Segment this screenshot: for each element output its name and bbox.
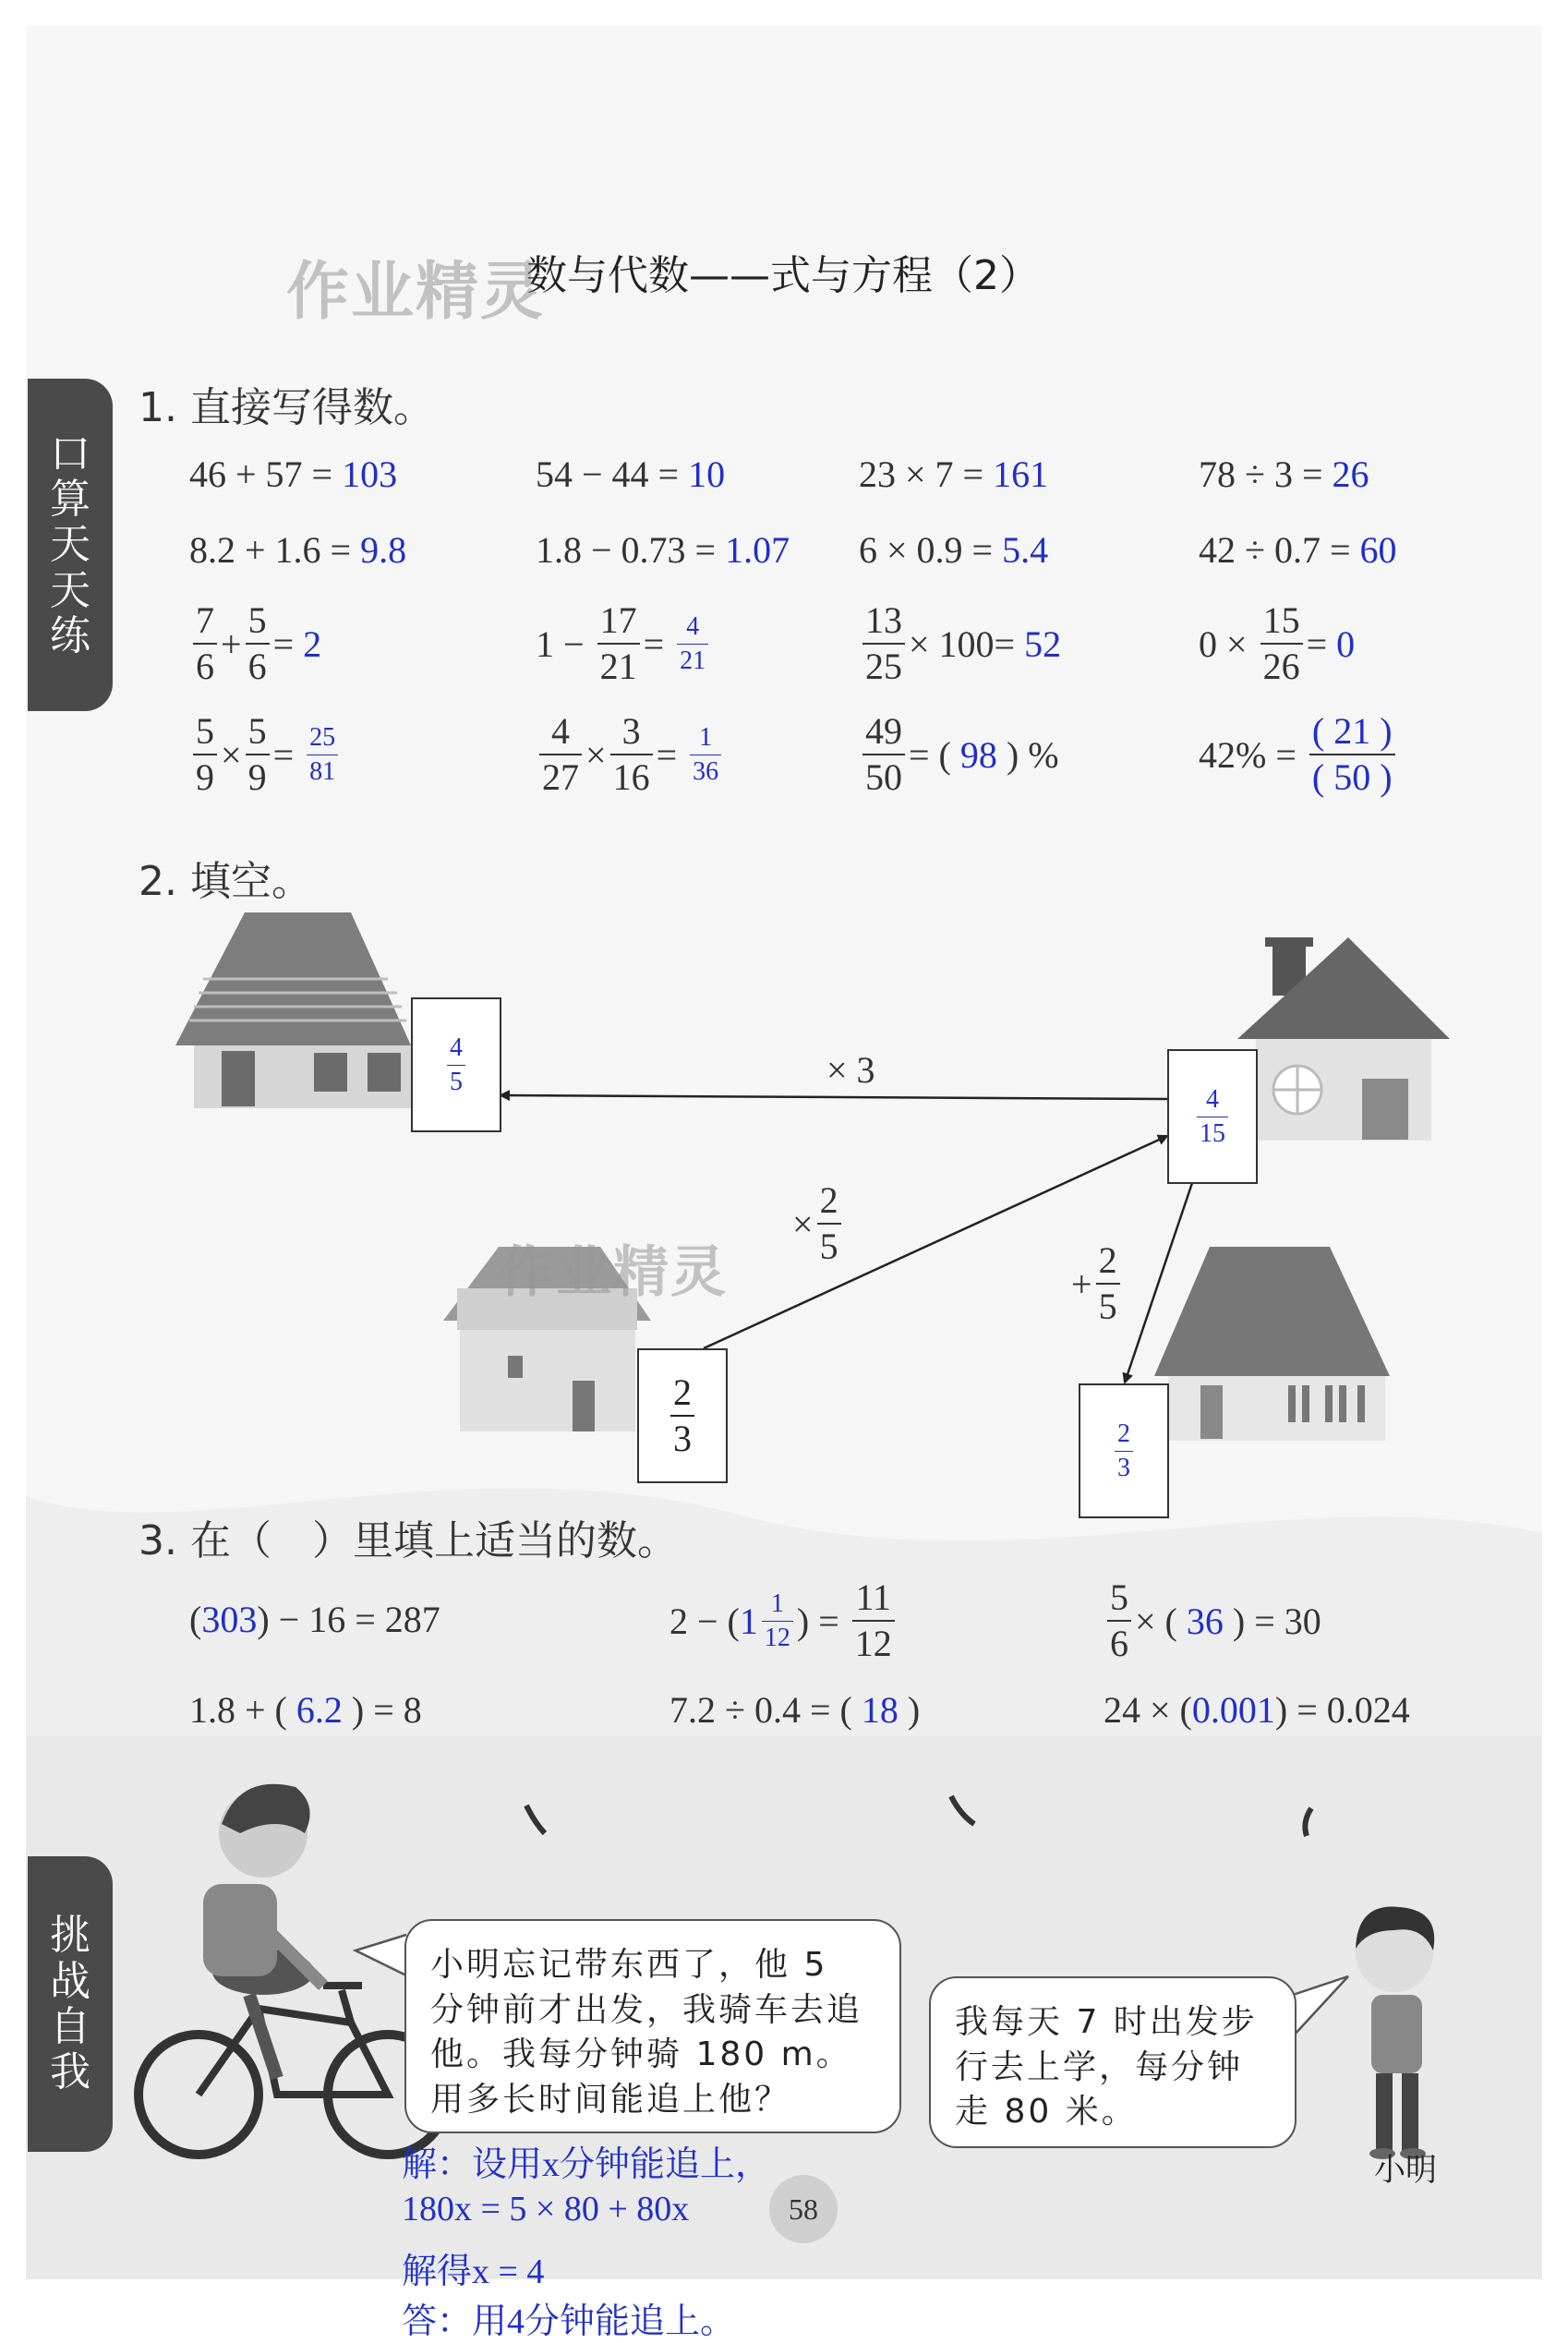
label-times-frac: × $\frac{2}{5}$	[792, 1182, 845, 1265]
answer: 36	[1186, 1600, 1224, 1642]
page-number: 58	[769, 2175, 838, 2243]
solution-line-1: 解：设用x分钟能追上，	[402, 2145, 771, 2184]
eq3-r2c2: 7.2 ÷ 0.4 = ( 18 )	[669, 1689, 921, 1731]
watermark: 作业精灵	[286, 256, 546, 329]
eq-r3c3: $\frac{13}{25}$ × 100= 52	[859, 602, 1061, 685]
eq-r2c3: 6 × 0.9 = 5.4	[859, 529, 1049, 571]
eq3-r2c3: 24 × ( 0.001 ) = 0.024	[1104, 1689, 1410, 1731]
eq-r4c2: $\frac{4}{27}$ × $\frac{3}{16}$ = $\frac{1}{36}$	[536, 713, 725, 796]
solution-line-4: 答：用4分钟能追上。	[402, 2302, 736, 2341]
answer: 1.07	[725, 529, 790, 571]
eq-r1c4: 78 ÷ 3 = 26	[1199, 453, 1369, 495]
label-plus-frac: + $\frac{2}{5}$	[1071, 1242, 1124, 1325]
speech-bubble-left: 小明忘记带东西了，他 5 分钟前才出发，我骑车去追他。我每分钟骑 180 m。用多长时间能追上他？	[404, 1919, 901, 2133]
eq3-r1c2: 2 − ( 1 $\frac{1}{12}$ ) = $\frac{11}{12}$	[669, 1579, 899, 1662]
tab1-char: 练	[50, 611, 90, 659]
tab2-char: 自	[50, 2003, 90, 2050]
answer: $\frac{4}{15}$	[1197, 1087, 1228, 1147]
eq-r3c4: 0 × $\frac{15}{26}$ = 0	[1199, 599, 1356, 687]
answer: 103	[342, 453, 398, 495]
answer: $\frac{( 21 )}{( 50 )}$	[1309, 713, 1395, 796]
tab2-char: 我	[50, 2048, 90, 2096]
label-times3: × 3	[826, 1049, 875, 1091]
eq-r3c2: 1 − $\frac{17}{21}$ = $\frac{4}{21}$	[536, 602, 712, 685]
tab2-char: 挑	[50, 1912, 90, 1960]
solution-line-3: 解得x = 4	[402, 2252, 545, 2291]
tab2-char: 战	[50, 1957, 90, 2005]
answer: $\frac{2}{3}$	[1115, 1421, 1133, 1481]
answer: 2	[303, 622, 322, 665]
section1-heading: 1. 直接写得数。	[139, 384, 434, 431]
answer: 303	[201, 1599, 258, 1640]
character-name-label: 小明	[1374, 2152, 1437, 2189]
page-title: 数与代数——式与方程（2）	[526, 252, 1040, 299]
answer: 52	[1024, 622, 1062, 665]
eq-r2c2: 1.8 − 0.73 = 1.07	[536, 529, 790, 571]
tab1-char: 口	[50, 429, 90, 477]
answer: $\frac{25}{81}$	[307, 725, 338, 785]
eq-r1c3: 23 × 7 = 161	[859, 453, 1049, 495]
answer: 0	[1336, 622, 1356, 665]
box-bottom-mid: $\frac{2}{3}$	[637, 1348, 728, 1483]
watermark-mid: 作业精灵	[499, 1240, 728, 1305]
speech-bubble-right: 我每天 7 时出发步行去上学，每分钟走 80 米。	[929, 1976, 1297, 2148]
eq-r2c4: 42 ÷ 0.7 = 60	[1199, 529, 1397, 571]
answer: 26	[1332, 453, 1369, 495]
eq-r2c1: 8.2 + 1.6 = 9.8	[189, 529, 407, 571]
tab1-char: 天	[50, 566, 90, 614]
answer: $\frac{1}{36}$	[690, 725, 721, 785]
eq-r1c2: 54 − 44 = 10	[536, 453, 726, 495]
answer: 98	[959, 733, 997, 776]
answer: 161	[993, 453, 1049, 495]
eq3-r1c1: ( 303 ) − 16 = 287	[189, 1599, 440, 1640]
eq3-r2c1: 1.8 + ( 6.2 ) = 8	[189, 1689, 422, 1731]
tab1-char: 算	[50, 476, 90, 524]
answer: 9.8	[360, 529, 407, 571]
answer: $\frac{4}{5}$	[447, 1035, 465, 1095]
section2-heading: 2. 填空。	[139, 858, 312, 905]
tab1-char: 天	[50, 521, 90, 569]
section3-heading: 3. 在（ ）里填上适当的数。	[139, 1517, 678, 1564]
answer: 5.4	[1002, 529, 1049, 571]
eq-r3c1: $\frac{7}{6}$ + $\frac{5}{6}$ = 2	[189, 602, 321, 685]
answer: 18	[861, 1689, 899, 1731]
answer: $\frac{4}{21}$	[677, 614, 708, 674]
eq-r4c3: $\frac{49}{50}$ = ( 98 ) %	[859, 713, 1059, 796]
answer: 60	[1359, 529, 1397, 571]
solution-line-2: 180x = 5 × 80 + 80x	[402, 2190, 690, 2228]
eq-r4c1: $\frac{5}{9}$ × $\frac{5}{9}$ = $\frac{25}{81}$	[189, 713, 342, 796]
answer: 6.2	[296, 1689, 343, 1731]
answer: 0.001	[1191, 1689, 1275, 1731]
answer: 10	[688, 453, 726, 495]
eq3-r1c3: $\frac{5}{6}$ × ( 36 ) = 30	[1104, 1579, 1321, 1662]
xiaoming-boy-icon	[1356, 1907, 1434, 2159]
eq-r1c1: 46 + 57 = 103	[189, 453, 398, 495]
answer: 1 $\frac{1}{12}$	[740, 1591, 797, 1651]
eq-r4c4: 42% = $\frac{( 21 )}{( 50 )}$	[1199, 713, 1399, 796]
